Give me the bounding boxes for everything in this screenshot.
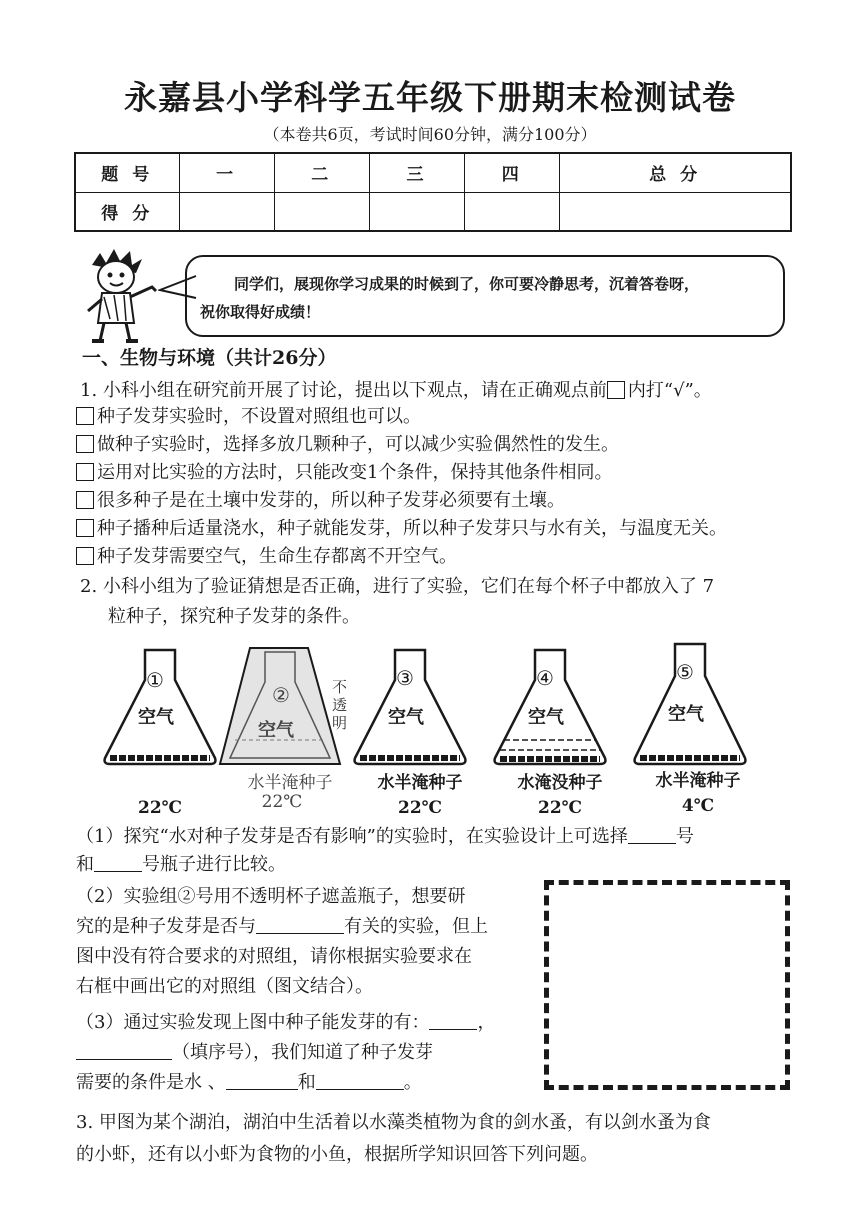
flask-5-number: ⑤ xyxy=(676,660,694,684)
answer-blank[interactable] xyxy=(628,826,676,844)
answer-blank[interactable] xyxy=(226,1072,298,1090)
score-cell-empty xyxy=(274,192,369,231)
flask-3-number: ③ xyxy=(396,666,414,690)
option-item: 运用对比实验的方法时，只能改变1个条件，保持其他条件相同。 xyxy=(76,460,612,486)
flask-5-temp: 4℃ xyxy=(681,796,715,816)
question-2-line-2: 粒种子，探究种子发芽的条件。 xyxy=(108,606,360,627)
section-heading: 一、生物与环境（共计26分） xyxy=(82,347,337,369)
score-cell-header-2: 二 xyxy=(274,153,369,192)
question-2-sub-3-line-2: （填序号），我们知道了种子发芽 xyxy=(76,1040,433,1066)
question-2-line-1: 2. 小科小组为了验证猜想是否正确，进行了实验，它们在每个杯子中都放入了 7 xyxy=(80,576,715,597)
score-cell-empty xyxy=(465,192,560,231)
score-table-header-row xyxy=(75,153,791,192)
exam-title: 永嘉县小学科学五年级下册期末检测试卷 xyxy=(124,78,736,117)
question-2-sub-2-line-2: 究的是种子发芽是否与 有关的实验，但上 xyxy=(76,916,488,937)
flask-2-temp: 22℃ xyxy=(261,792,303,812)
answer-checkbox[interactable] xyxy=(76,547,94,565)
flask-4-number: ④ xyxy=(536,666,554,690)
score-cell-header-total: 总 分 xyxy=(560,153,791,192)
score-table-score-row xyxy=(75,192,791,231)
question-2-sub-3-line-1: （3）通过实验发现上图中种子能发芽的有： ， xyxy=(76,1012,496,1033)
flask-3-caption: 水半淹种子 xyxy=(377,773,463,793)
flask-2-note: 不透明 xyxy=(332,678,348,732)
option-item: 种子发芽实验时，不设置对照组也可以。 xyxy=(76,404,421,430)
exam-subtitle: （本卷共6页，考试时间60分钟，满分100分） xyxy=(263,125,597,144)
flask-3-air: 空气 xyxy=(388,707,424,728)
answer-checkbox[interactable] xyxy=(76,491,94,509)
answer-blank[interactable] xyxy=(94,854,142,872)
question-3-line-1: 3. 甲图为某个湖泊，湖泊中生活着以水藻类植物为食的剑水蚤，有以剑水蚤为食 xyxy=(76,1112,711,1133)
inline-checkbox-icon xyxy=(607,381,625,399)
question-1-prompt: 1. 小科小组在研究前开展了讨论，提出以下观点，请在正确观点前 内打“√”。 xyxy=(80,380,712,401)
flask-4-caption: 水淹没种子 xyxy=(517,773,603,793)
flask-1-air: 空气 xyxy=(138,707,174,728)
answer-checkbox[interactable] xyxy=(76,519,94,537)
score-cell-header-4: 四 xyxy=(465,153,560,192)
answer-blank[interactable] xyxy=(429,1012,477,1030)
option-item: 种子发芽需要空气，生命生存都离不开空气。 xyxy=(76,544,457,570)
answer-blank[interactable] xyxy=(76,1042,172,1060)
score-cell-empty xyxy=(369,192,464,231)
flask-4-temp: 22℃ xyxy=(537,798,583,818)
drawing-answer-box[interactable] xyxy=(544,880,790,1090)
answer-checkbox[interactable] xyxy=(76,435,94,453)
answer-blank[interactable] xyxy=(316,1072,404,1090)
score-cell-score-label: 得 分 xyxy=(75,192,179,231)
speech-bubble-text xyxy=(200,270,780,326)
score-cell-header-1: 一 xyxy=(179,153,274,192)
question-2-sub-1-cont: 和 号瓶子进行比较。 xyxy=(76,854,286,875)
score-cell-empty xyxy=(179,192,274,231)
option-item: 很多种子是在土壤中发芽的，所以种子发芽必须要有土壤。 xyxy=(76,488,565,514)
bubble-line-1: 同学们，展现你学习成果的时候到了，你可要冷静思考，沉着答卷呀， xyxy=(234,275,700,293)
question-2-sub-3-line-3: 需要的条件是水 、 和 。 xyxy=(76,1072,422,1093)
flask-4-air: 空气 xyxy=(528,707,564,728)
answer-blank[interactable] xyxy=(256,916,344,934)
flask-2-caption: 水半淹种子 xyxy=(247,773,333,793)
flask-1-temp: 22℃ xyxy=(137,798,183,818)
flask-5-caption: 水半淹种子 xyxy=(655,771,741,791)
question-2-sub-2-line-1: （2）实验组②号用不透明杯子遮盖瓶子，想要研 xyxy=(76,886,466,907)
score-cell-header-label: 题 号 xyxy=(75,153,179,192)
score-cell-header-3: 三 xyxy=(369,153,464,192)
answer-checkbox[interactable] xyxy=(76,407,94,425)
score-cell-empty xyxy=(560,192,791,231)
question-3-line-2: 的小虾，还有以小虾为食物的小鱼，根据所学知识回答下列问题。 xyxy=(76,1144,598,1165)
flask-2-number: ② xyxy=(272,683,290,707)
answer-checkbox[interactable] xyxy=(76,463,94,481)
flask-1-number: ① xyxy=(146,668,164,692)
flask-5-air: 空气 xyxy=(668,704,704,725)
question-2-sub-2-line-3: 图中没有符合要求的对照组，请你根据实验要求在 xyxy=(76,946,472,967)
flask-3-temp: 22℃ xyxy=(397,798,443,818)
option-item: 做种子实验时，选择多放几颗种子，可以减少实验偶然性的发生。 xyxy=(76,432,619,458)
option-item: 种子播种后适量浇水，种子就能发芽，所以种子发芽只与水有关，与温度无关。 xyxy=(76,516,727,542)
flask-2-air: 空气 xyxy=(258,720,294,741)
bubble-line-2: 祝你取得好成绩！ xyxy=(200,303,321,321)
question-2-sub-2-line-4: 右框中画出它的对照组（图文结合）。 xyxy=(76,976,373,997)
score-table xyxy=(74,152,792,232)
question-2-sub-1: （1）探究“水对种子发芽是否有影响”的实验时，在实验设计上可选择 号 xyxy=(76,826,694,847)
